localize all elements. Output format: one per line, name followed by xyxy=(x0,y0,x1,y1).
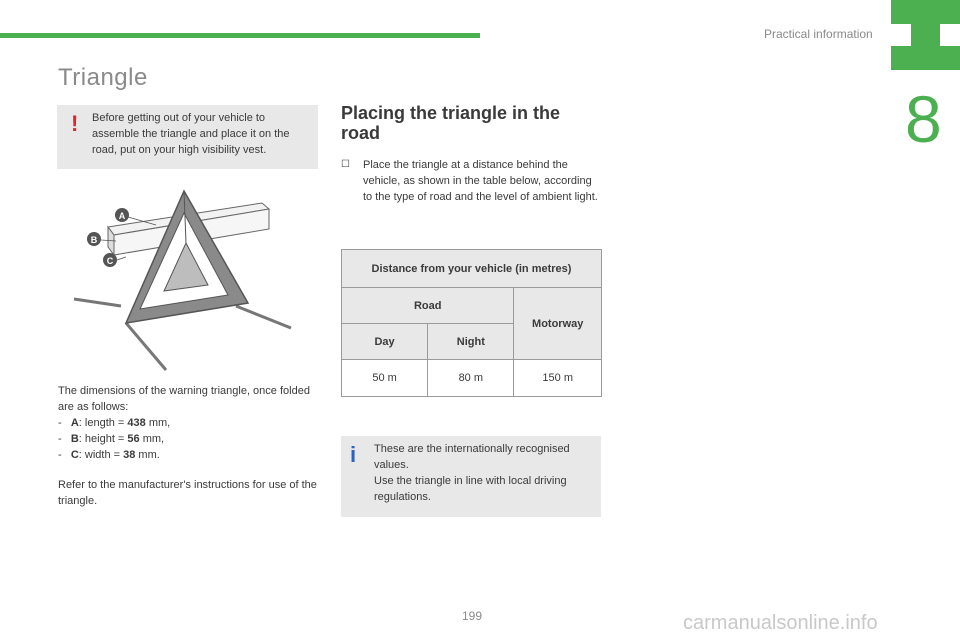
svg-text:B: B xyxy=(90,235,98,245)
watermark: carmanualsonline.info xyxy=(683,612,878,634)
table-cell-night: 80 m xyxy=(428,360,514,397)
info-box xyxy=(341,436,601,517)
night-header: Night xyxy=(428,324,514,360)
distance-table xyxy=(341,249,602,397)
warning-triangle-illustration xyxy=(66,183,316,373)
dimension-item: - A: length = 438 mm, xyxy=(58,417,171,429)
table-title: Distance from your vehicle (in metres) xyxy=(342,250,602,288)
label-b xyxy=(87,232,101,246)
checkbox-bullet-icon: ☐ xyxy=(341,159,350,170)
label-a xyxy=(115,208,129,222)
svg-text:A: A xyxy=(118,211,126,221)
info-icon: i xyxy=(350,442,357,467)
header-rule xyxy=(0,33,480,38)
table-cell-day: 50 m xyxy=(342,360,428,397)
svg-text:C: C xyxy=(106,256,114,266)
dimension-item: - C: width = 38 mm. xyxy=(58,449,160,461)
info-text-2: Use the triangle in line with local driving regulations. xyxy=(374,475,567,503)
section-title: Practical information xyxy=(764,27,873,41)
motorway-header: Motorway xyxy=(514,288,602,360)
chapter-number: 8 xyxy=(905,82,942,156)
chapter-badge-icon xyxy=(891,0,960,70)
page-number: 199 xyxy=(462,609,483,623)
warning-text: Before getting out of your vehicle to assemble the triangle and place it on the road, put on your high visibility vest. xyxy=(92,112,290,156)
table-cell-motorway: 150 m xyxy=(514,360,602,397)
dimensions-intro: The dimensions of the warning triangle, once folded are as follows: xyxy=(58,385,310,413)
label-c xyxy=(103,253,117,267)
page-title: Triangle xyxy=(58,64,148,91)
dimensions-section xyxy=(58,383,318,463)
info-text-1: These are the internationally recognised values. xyxy=(374,443,570,471)
day-header: Day xyxy=(342,324,428,360)
warning-exclamation-icon: ! xyxy=(71,111,79,136)
placing-heading: Placing the triangle in the road xyxy=(341,103,561,143)
warning-box xyxy=(57,105,318,169)
manufacturer-instructions-note: Refer to the manufacturer's instructions for use of the triangle. xyxy=(58,479,317,507)
dimension-item: - B: height = 56 mm, xyxy=(58,433,165,445)
road-header: Road xyxy=(342,288,514,324)
